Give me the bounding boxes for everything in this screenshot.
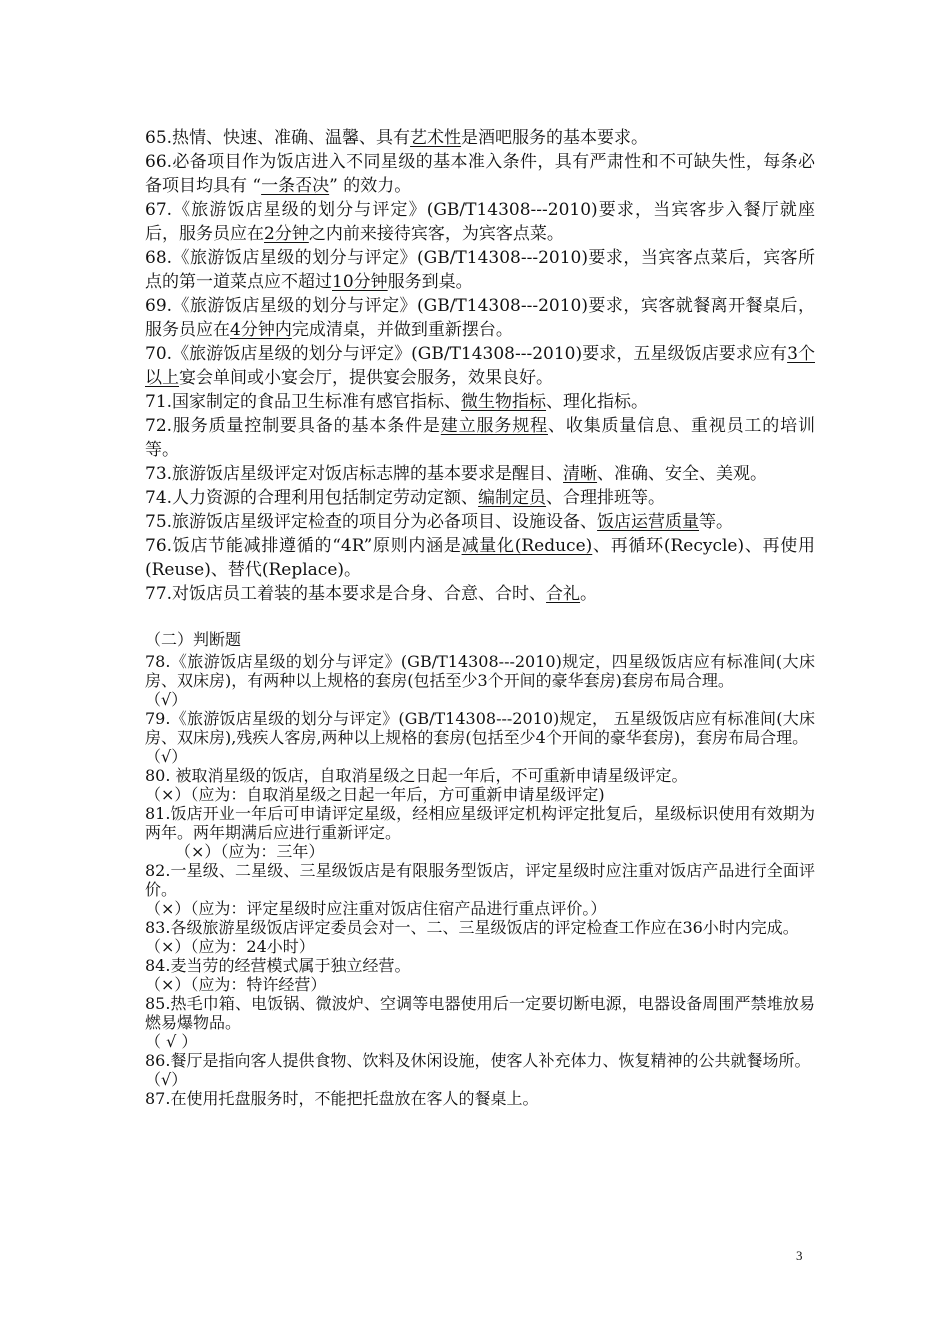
question-text-tail: 、理化指标。 bbox=[546, 392, 649, 412]
judgement-question: 79.《旅游饭店星级的划分与评定》(GB/T14308---2010)规定， 五星级饭店应有标准间(大床房、双床房),残疾人客房,两种以上规格的套房(包括至少4个开间的豪华套房)，套房布局合理。 bbox=[145, 709, 815, 747]
answer-underlined: 3个以上 bbox=[145, 344, 815, 388]
question-text-tail: 完成清桌，并做到重新摆台。 bbox=[291, 320, 513, 340]
question-text: 71.国家制定的食品卫生标准有感官指标、 bbox=[145, 392, 462, 412]
question-text: 72.服务质量控制要具备的基本条件是 bbox=[145, 416, 441, 436]
judgement-question: 84.麦当劳的经营模式属于独立经营。 bbox=[145, 956, 411, 975]
judgement-question: 78.《旅游饭店星级的划分与评定》(GB/T14308---2010)规定，四星级饭店应有标准间(大床房、双床房)，有两种以上规格的套房(包括至少3个开间的豪华套房)套房布局合理。 bbox=[145, 652, 815, 690]
judgement-question: 81.饭店开业一年后可申请评定星级，经相应星级评定机构评定批复后，星级标识使用有效期为两年。两年期满后应进行重新评定。 bbox=[145, 804, 815, 842]
question-text: 70.《旅游饭店星级的划分与评定》(GB/T14308---2010)要求，五星级饭店要求应有 bbox=[145, 344, 788, 364]
judgement-answer: （√） bbox=[145, 747, 188, 766]
question-item bbox=[145, 198, 815, 246]
question-item bbox=[145, 534, 815, 582]
true-false-section bbox=[145, 630, 815, 1108]
question-text: 68.《旅游饭店星级的划分与评定》(GB/T14308---2010)要求，当宾客点菜后，宾客所点的第一道菜点应不超过 bbox=[145, 248, 815, 292]
judgement-answer: （×）（应为：评定星级时应注重对饭店住宿产品进行重点评价。） bbox=[145, 899, 607, 918]
question-item bbox=[145, 150, 815, 198]
question-text: 75.旅游饭店星级评定检查的项目分为必备项目、设施设备、 bbox=[145, 512, 598, 532]
question-item bbox=[145, 510, 815, 534]
section-gap bbox=[145, 606, 815, 630]
answer-underlined: 一条否决 bbox=[261, 176, 330, 196]
judgement-answer: （√） bbox=[145, 1070, 188, 1089]
answer-underlined: 饭店运营质量 bbox=[597, 512, 700, 532]
answer-underlined: 10分钟 bbox=[332, 272, 388, 292]
judgement-question: 83.各级旅游星级饭店评定委员会对一、二、三星级饭店的评定检查工作应在36小时内完成。 bbox=[145, 918, 799, 937]
question-text-tail: 服务到桌。 bbox=[387, 272, 473, 292]
question-text-tail: ” 的效力。 bbox=[329, 176, 412, 196]
fill-in-section bbox=[145, 126, 815, 606]
answer-underlined: 2分钟 bbox=[264, 224, 309, 244]
question-text: 67.《旅游饭店星级的划分与评定》(GB/T14308---2010)要求，当宾客步入餐厅就座后，服务员应在 bbox=[145, 200, 815, 244]
judgement-question: 85.热毛巾箱、电饭锅、微波炉、空调等电器使用后一定要切断电源，电器设备周围严禁堆放易燃易爆物品。 bbox=[145, 994, 815, 1032]
question-text-tail: 是酒吧服务的基本要求。 bbox=[461, 128, 649, 148]
answer-underlined: 微生物指标 bbox=[461, 392, 547, 412]
question-text: 76.饭店节能减排遵循的“4R”原则内涵是 bbox=[145, 536, 462, 556]
answer-underlined: 合礼 bbox=[546, 584, 581, 604]
question-item bbox=[145, 390, 815, 414]
question-text: 65.热情、快速、准确、温馨、具有 bbox=[145, 128, 411, 148]
answer-underlined: 编制定员 bbox=[478, 488, 547, 508]
question-item bbox=[145, 414, 815, 462]
question-text-tail: 之内前来接待宾客，为宾客点菜。 bbox=[308, 224, 564, 244]
question-text: 66.必备项目作为饭店进入不同星级的基本准入条件，具有严肃性和不可缺失性，每条必备项目均具有 “ bbox=[145, 152, 815, 196]
judgement-answer: （×）（应为：特许经营） bbox=[145, 975, 327, 994]
judgement-answer: （×）（应为：三年） bbox=[175, 842, 325, 861]
page-number: 3 bbox=[796, 1248, 803, 1263]
question-text-tail: 宴会单间或小宴会厅，提供宴会服务，效果良好。 bbox=[179, 368, 553, 388]
answer-underlined: 减量化(Reduce) bbox=[461, 536, 593, 556]
answer-underlined: 艺术性 bbox=[410, 128, 462, 148]
question-text: 69.《旅游饭店星级的划分与评定》(GB/T14308---2010)要求，宾客就餐离开餐桌后，服务员应在 bbox=[145, 296, 815, 340]
judgement-question: 82.一星级、二星级、三星级饭店是有限服务型饭店，评定星级时应注重对饭店产品进行全面评价。 bbox=[145, 861, 815, 899]
judgement-question: 87.在使用托盘服务时，不能把托盘放在客人的餐桌上。 bbox=[145, 1089, 539, 1108]
judgement-question: 86.餐厅是指向客人提供食物、饮料及休闲设施，使客人补充体力、恢复精神的公共就餐场所。 bbox=[145, 1051, 811, 1070]
question-item bbox=[145, 294, 815, 342]
judgement-answer: （×）（应为：自取消星级之日起一年后，方可重新申请星级评定) bbox=[145, 785, 605, 804]
section-heading: （二）判断题 bbox=[145, 630, 242, 649]
question-text-tail: 。 bbox=[580, 584, 598, 604]
answer-underlined: 清晰 bbox=[563, 464, 598, 484]
question-text-tail: 等。 bbox=[699, 512, 734, 532]
question-item bbox=[145, 462, 815, 486]
question-text-tail: 、合理排班等。 bbox=[546, 488, 666, 508]
question-text: 74.人力资源的合理利用包括制定劳动定额、 bbox=[145, 488, 479, 508]
page-content bbox=[145, 126, 815, 1108]
judgement-answer: （√） bbox=[145, 690, 188, 709]
question-item bbox=[145, 126, 815, 150]
judgement-answer: （×）（应为：24小时） bbox=[145, 937, 315, 956]
question-text: 73.旅游饭店星级评定对饭店标志牌的基本要求是醒目、 bbox=[145, 464, 564, 484]
judgement-question: 80. 被取消星级的饭店，自取消星级之日起一年后，不可重新申请星级评定。 bbox=[145, 766, 688, 785]
question-item bbox=[145, 246, 815, 294]
question-item bbox=[145, 342, 815, 390]
question-text: 77.对饭店员工着装的基本要求是合身、合意、合时、 bbox=[145, 584, 547, 604]
question-item bbox=[145, 486, 815, 510]
judgement-answer: （ √ ） bbox=[145, 1032, 198, 1051]
question-text-tail: 、准确、安全、美观。 bbox=[597, 464, 768, 484]
answer-underlined: 建立服务规程 bbox=[440, 416, 548, 436]
question-text-tail: 、收集质量信息、重视员工的培训等。 bbox=[145, 416, 816, 460]
question-item bbox=[145, 582, 815, 606]
answer-underlined: 4分钟内 bbox=[230, 320, 292, 340]
question-text-tail: 、再循环(Recycle)、再使用(Reuse)、替代(Replace)。 bbox=[145, 536, 815, 580]
